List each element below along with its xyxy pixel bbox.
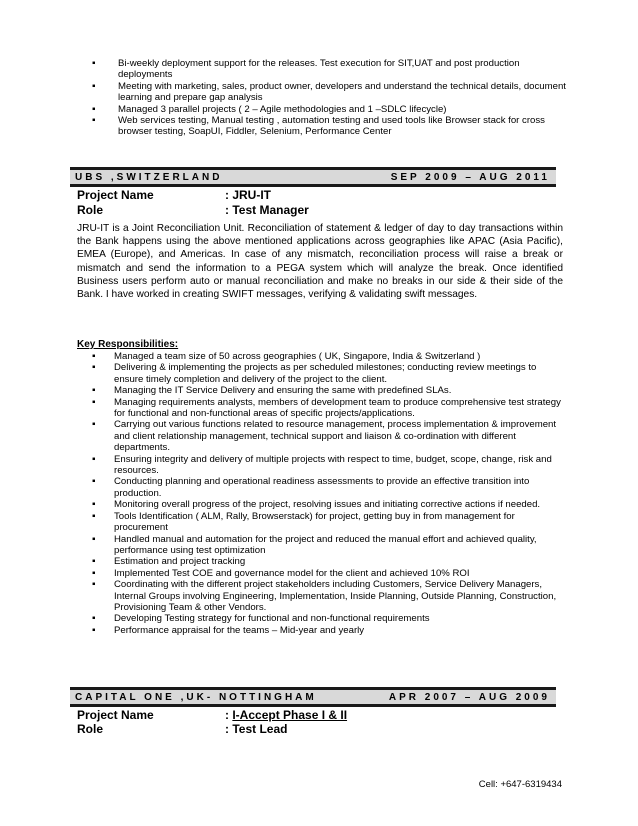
list-item: ▪ Bi-weekly deployment support for the releases. Test execution for SIT,UAT and post production deployments bbox=[0, 58, 638, 81]
project-name-value: I-Accept Phase I & II bbox=[232, 708, 348, 722]
role-label: Role bbox=[77, 203, 104, 217]
list-item: ▪ Web services testing, Manual testing , automation testing and used tools like Browser stack for cross browser testing, SoapUI, Fiddler, Selenium, Performance Center bbox=[0, 115, 638, 138]
list-item: ▪ Managing requirements analysts, members of development team to produce comprehensive test strategy for functional and non-functional areas of specific projects/applications. bbox=[0, 397, 638, 420]
capital-one-role-row bbox=[77, 722, 287, 736]
key-responsibilities-heading: Key Responsibilities: bbox=[77, 339, 179, 350]
ubs-project-description: JRU-IT is a Joint Reconciliation Unit. Reconciliation of statement & ledger of day to day transactions within the Bank happens using the above mentioned applications across geographies like APAC (Asia Pacific), EMEA (Europe), and Americas. In case of any mismatch, reconciliation process will raise a break or mismatch and send the information to a PEGA system which will analyze the break. Once identified Business users perform auto or manual reconciliation and make no breaks in our side & their side of the Bank. I have worked in creating SWIFT messages, verifying & validating swift messages. bbox=[77, 223, 563, 301]
ubs-role-row bbox=[77, 203, 309, 217]
list-item: ▪ Carrying out various functions related to resource management, process implementation & improvement and client relationship management, technical support and liaison & co-ordination with different departments. bbox=[0, 419, 638, 453]
list-item: ▪ Coordinating with the different project stakeholders including Customers, Service Delivery Managers, Internal Groups involving Engineering, Implementation, Inside Planning, Outside Planning, Construction, Provisioning Team & other Vendors. bbox=[0, 579, 638, 613]
list-item: ▪ Developing Testing strategy for functional and non-functional requirements bbox=[0, 613, 638, 624]
role-label: Role bbox=[77, 722, 104, 736]
list-item: ▪ Conducting planning and operational readiness assessments to provide an effective transition into production. bbox=[0, 476, 638, 499]
list-item: ▪ Handled manual and automation for the project and reduced the manual effort and achieved quality, performance using test optimization bbox=[0, 534, 638, 557]
project-name-prefix: : bbox=[225, 708, 233, 722]
previous-role-bullets bbox=[0, 58, 638, 138]
list-item: ▪ Tools Identification ( ALM, Rally, Browserstack) for project, getting buy in from management for procurement bbox=[0, 511, 638, 534]
role-value: : Test Manager bbox=[225, 203, 309, 217]
capital-one-project-name-row bbox=[77, 708, 347, 722]
capital-one-section-header bbox=[70, 687, 556, 707]
list-item: ▪ Meeting with marketing, sales, product owner, developers and understand the technical details, document learning and prepare gap analysis bbox=[0, 81, 638, 104]
list-item: ▪ Managed a team size of 50 across geographies ( UK, Singapore, India & Switzerland ) bbox=[0, 351, 638, 362]
project-name-value: : JRU-IT bbox=[225, 188, 271, 202]
ubs-project-name-row bbox=[77, 188, 271, 202]
list-item: ▪ Ensuring integrity and delivery of multiple projects with respect to time, budget, scope, change, risk and resources. bbox=[0, 454, 638, 477]
ubs-responsibilities bbox=[0, 351, 638, 636]
capital-one-company: CAPITAL ONE ,UK- NOTTINGHAM bbox=[75, 691, 317, 703]
list-item: ▪ Monitoring overall progress of the project, resolving issues and initiating corrective actions if needed. bbox=[0, 499, 638, 510]
list-item: ▪ Implemented Test COE and governance model for the client and achieved 10% ROI bbox=[0, 568, 638, 579]
capital-one-dates: APR 2007 – AUG 2009 bbox=[388, 691, 550, 703]
project-name-label: Project Name bbox=[77, 708, 154, 722]
footer-cell-number: Cell: +647-6319434 bbox=[478, 779, 562, 790]
role-value: : Test Lead bbox=[225, 722, 288, 736]
list-item: ▪ Managing the IT Service Delivery and ensuring the same with predefined SLAs. bbox=[0, 385, 638, 396]
list-item: ▪ Estimation and project tracking bbox=[0, 556, 638, 567]
ubs-section-header bbox=[70, 167, 556, 187]
ubs-dates: SEP 2009 – AUG 2011 bbox=[390, 171, 550, 183]
project-name-label: Project Name bbox=[77, 188, 154, 202]
ubs-company: UBS ,SWITZERLAND bbox=[75, 171, 223, 183]
list-item: ▪ Performance appraisal for the teams – Mid-year and yearly bbox=[0, 625, 638, 636]
list-item: ▪ Managed 3 parallel projects ( 2 – Agile methodologies and 1 –SDLC lifecycle) bbox=[0, 104, 638, 115]
list-item: ▪ Delivering & implementing the projects as per scheduled milestones; conducting review meetings to ensure timely completion and delivery of the project to the client. bbox=[0, 362, 638, 385]
